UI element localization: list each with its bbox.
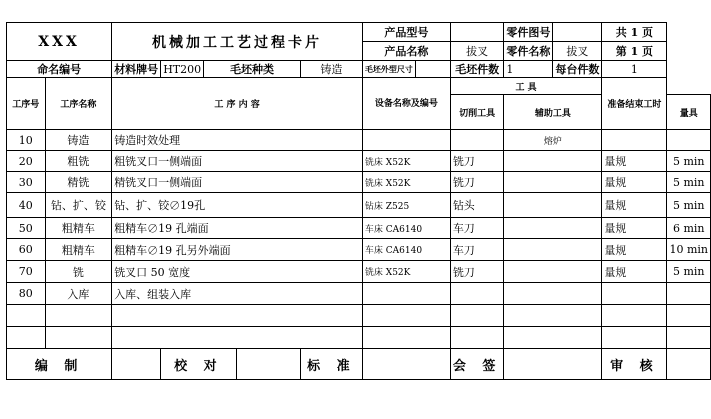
op-no: 40 — [7, 193, 46, 218]
col-setup-time: 准备结束工时 — [602, 78, 667, 130]
table-row — [7, 130, 711, 151]
op-aux — [504, 239, 602, 261]
product-name-label: 产品名称 — [362, 42, 450, 61]
col-tooling: 工 具 — [450, 78, 602, 95]
part-drawing-label: 零件图号 — [504, 23, 553, 42]
prepared-signature — [112, 349, 161, 380]
standardized-label: 标 准 — [300, 349, 362, 380]
op-name: 铸造 — [45, 130, 112, 151]
per-unit-label: 每台件数 — [553, 61, 602, 78]
countersign-signature — [504, 349, 602, 380]
op-gauge: 量规 — [602, 151, 667, 172]
card-title: 机械加工工艺过程卡片 — [112, 23, 363, 61]
op-aux — [504, 172, 602, 193]
op-equipment: 铣床 X52K — [362, 151, 450, 172]
op-content: 粗精车∅19 孔另外端面 — [112, 239, 363, 261]
op-equipment: 铣床 X52K — [362, 261, 450, 283]
reviewed-signature — [667, 349, 711, 380]
op-gauge: 量规 — [602, 193, 667, 218]
col-cutting-tool: 切削工具 — [450, 95, 504, 130]
op-aux — [504, 193, 602, 218]
page-number: 第 1 页 — [602, 42, 667, 61]
op-name: 入库 — [45, 283, 112, 305]
op-content: 钻、扩、铰∅19孔 — [112, 193, 363, 218]
op-name: 粗精车 — [45, 218, 112, 239]
blank-count-label: 毛坯件数 — [450, 61, 504, 78]
op-cutter: 铣刀 — [450, 172, 504, 193]
process-card-table — [6, 22, 711, 380]
op-equipment — [362, 283, 450, 305]
company-name: XXX — [7, 23, 112, 61]
col-gauge: 量具 — [667, 95, 711, 130]
op-no: 10 — [7, 130, 46, 151]
countersign-label: 会 签 — [450, 349, 504, 380]
checked-label: 校 对 — [161, 349, 236, 380]
op-gauge — [602, 130, 667, 151]
op-cutter: 钻头 — [450, 193, 504, 218]
blank-type-value: 铸造 — [300, 61, 362, 78]
op-cutter: 铣刀 — [450, 151, 504, 172]
part-name-value: 拔叉 — [553, 42, 602, 61]
table-row — [7, 283, 711, 305]
op-no: 70 — [7, 261, 46, 283]
op-equipment: 车床 CA6140 — [362, 218, 450, 239]
op-time — [667, 130, 711, 151]
col-op-content: 工 序 内 容 — [112, 78, 363, 130]
op-name: 钻、扩、铰 — [45, 193, 112, 218]
op-no: 80 — [7, 283, 46, 305]
op-time: 5 min — [667, 151, 711, 172]
standardized-signature — [362, 349, 450, 380]
col-op-name: 工序名称 — [45, 78, 112, 130]
op-no: 30 — [7, 172, 46, 193]
table-row — [7, 218, 711, 239]
op-equipment — [362, 130, 450, 151]
op-gauge: 量规 — [602, 261, 667, 283]
table-row — [7, 261, 711, 283]
part-drawing-value — [553, 23, 602, 42]
col-op-no: 工序号 — [7, 78, 46, 130]
op-equipment: 钻床 Z525 — [362, 193, 450, 218]
op-time: 6 min — [667, 218, 711, 239]
empty-row — [7, 305, 711, 327]
op-equipment: 车床 CA6140 — [362, 239, 450, 261]
table-row — [7, 172, 711, 193]
op-aux: 熔炉 — [504, 130, 602, 151]
op-no: 50 — [7, 218, 46, 239]
op-equipment: 铣床 X52K — [362, 172, 450, 193]
op-name: 粗精车 — [45, 239, 112, 261]
checked-signature — [236, 349, 300, 380]
op-aux — [504, 218, 602, 239]
blank-size-label: 毛坯外型尺寸 — [362, 61, 415, 78]
prepared-label: 编 制 — [7, 349, 112, 380]
material-label: 材料牌号 — [112, 61, 161, 78]
op-gauge: 量规 — [602, 172, 667, 193]
product-model-value — [450, 23, 504, 42]
op-cutter — [450, 283, 504, 305]
product-name-value: 拔叉 — [450, 42, 504, 61]
op-aux — [504, 283, 602, 305]
name-number-label: 命名编号 — [7, 61, 112, 78]
op-name: 粗铣 — [45, 151, 112, 172]
table-row — [7, 151, 711, 172]
op-cutter: 车刀 — [450, 218, 504, 239]
op-time — [667, 283, 711, 305]
part-name-label: 零件名称 — [504, 42, 553, 61]
op-gauge — [602, 283, 667, 305]
op-name: 铣 — [45, 261, 112, 283]
blank-count-value: 1 — [504, 61, 553, 78]
col-aux-tool: 辅助工具 — [504, 95, 602, 130]
op-content: 铸造时效处理 — [112, 130, 363, 151]
op-content: 铣叉口 50 宽度 — [112, 261, 363, 283]
op-cutter — [450, 130, 504, 151]
per-unit-value: 1 — [602, 61, 667, 78]
op-content: 粗精车∅19 孔端面 — [112, 218, 363, 239]
material-value: HT200 — [161, 61, 204, 78]
reviewed-label: 审 核 — [602, 349, 667, 380]
product-model-label: 产品型号 — [362, 23, 450, 42]
col-equipment: 设备名称及编号 — [362, 78, 450, 130]
op-time: 5 min — [667, 193, 711, 218]
op-content: 精铣叉口一侧端面 — [112, 172, 363, 193]
op-time: 10 min — [667, 239, 711, 261]
op-content: 入库、组装入库 — [112, 283, 363, 305]
op-time: 5 min — [667, 172, 711, 193]
total-pages: 共 1 页 — [602, 23, 667, 42]
op-aux — [504, 261, 602, 283]
blank-size-value — [415, 61, 450, 78]
op-name: 精铣 — [45, 172, 112, 193]
op-no: 20 — [7, 151, 46, 172]
op-cutter: 车刀 — [450, 239, 504, 261]
table-row — [7, 239, 711, 261]
table-row — [7, 193, 711, 218]
op-cutter: 铣刀 — [450, 261, 504, 283]
op-gauge: 量规 — [602, 239, 667, 261]
op-aux — [504, 151, 602, 172]
empty-row — [7, 327, 711, 349]
op-no: 60 — [7, 239, 46, 261]
blank-type-label: 毛坯种类 — [204, 61, 301, 78]
op-time: 5 min — [667, 261, 711, 283]
op-content: 粗铣叉口一侧端面 — [112, 151, 363, 172]
op-gauge: 量规 — [602, 218, 667, 239]
